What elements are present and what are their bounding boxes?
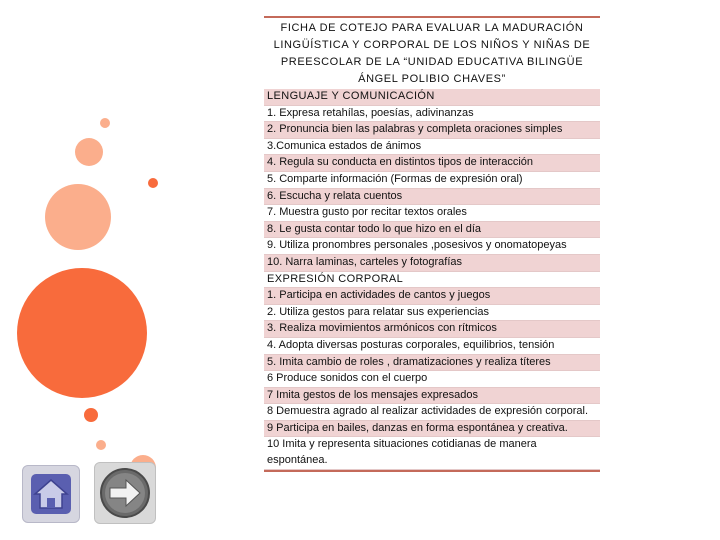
checklist-item: 7. Muestra gusto por recitar textos orales [264, 205, 600, 222]
checklist-item: 6. Escucha y relata cuentos [264, 189, 600, 206]
checklist-item: 4. Regula su conducta en distintos tipos de interacción [264, 155, 600, 172]
checklist-document [264, 16, 600, 472]
checklist-item: 5. Comparte información (Formas de expresión oral) [264, 172, 600, 189]
decorative-circle-large [17, 268, 147, 398]
checklist-item: 1. Participa en actividades de cantos y juegos [264, 288, 600, 305]
arrow-right-icon [98, 466, 152, 520]
checklist-item: 8 Demuestra agrado al realizar actividades de expresión corporal. [264, 404, 600, 421]
checklist-item: 2. Utiliza gestos para relatar sus experiencias [264, 305, 600, 322]
checklist-item: 1. Expresa retahílas, poesías, adivinanzas [264, 106, 600, 123]
decorative-dot [100, 118, 110, 128]
checklist-item: 3.Comunica estados de ánimos [264, 139, 600, 156]
next-button[interactable] [94, 462, 156, 524]
decorative-dot [84, 408, 98, 422]
document-title: FICHA DE COTEJO PARA EVALUAR LA MADURACIÓN LINGÜÍSTICA Y CORPORAL DE LOS NIÑOS Y NIÑAS DE PREESCOLAR DE LA “UNIDAD EDUCATIVA BILINGÜE ÁNGEL POLIBIO CHAVES” [273, 22, 591, 85]
checklist-item: 7 Imita gestos de los mensajes expresados [264, 388, 600, 405]
checklist-item: 10 Imita y representa situaciones cotidianas de manera espontánea. [264, 437, 600, 469]
checklist-item: 4. Adopta diversas posturas corporales, equilibrios, tensión [264, 338, 600, 355]
section-heading-body-expression: EXPRESIÓN CORPORAL [264, 272, 600, 289]
checklist-item: 3. Realiza movimientos armónicos con rítmicos [264, 321, 600, 338]
checklist-item: 8. Le gusta contar todo lo que hizo en el día [264, 222, 600, 239]
checklist-item: 6 Produce sonidos con el cuerpo [264, 371, 600, 388]
home-icon [29, 472, 73, 516]
checklist-item: 9 Participa en bailes, danzas en forma espontánea y creativa. [264, 421, 600, 438]
section-heading-language: LENGUAJE Y COMUNICACIÓN [264, 89, 600, 106]
checklist-item: 9. Utiliza pronombres personales ,posesivos y onomatopeyas [264, 238, 600, 255]
checklist-item: 2. Pronuncia bien las palabras y completa oraciones simples [264, 122, 600, 139]
decorative-dot [96, 440, 106, 450]
decorative-circle-small [75, 138, 103, 166]
checklist-item: 5. Imita cambio de roles , dramatizaciones y realiza títeres [264, 355, 600, 372]
decorative-dot [148, 178, 158, 188]
checklist-item: 10. Narra laminas, carteles y fotografías [264, 255, 600, 272]
home-button[interactable] [22, 465, 80, 523]
decorative-circle-medium [45, 184, 111, 250]
